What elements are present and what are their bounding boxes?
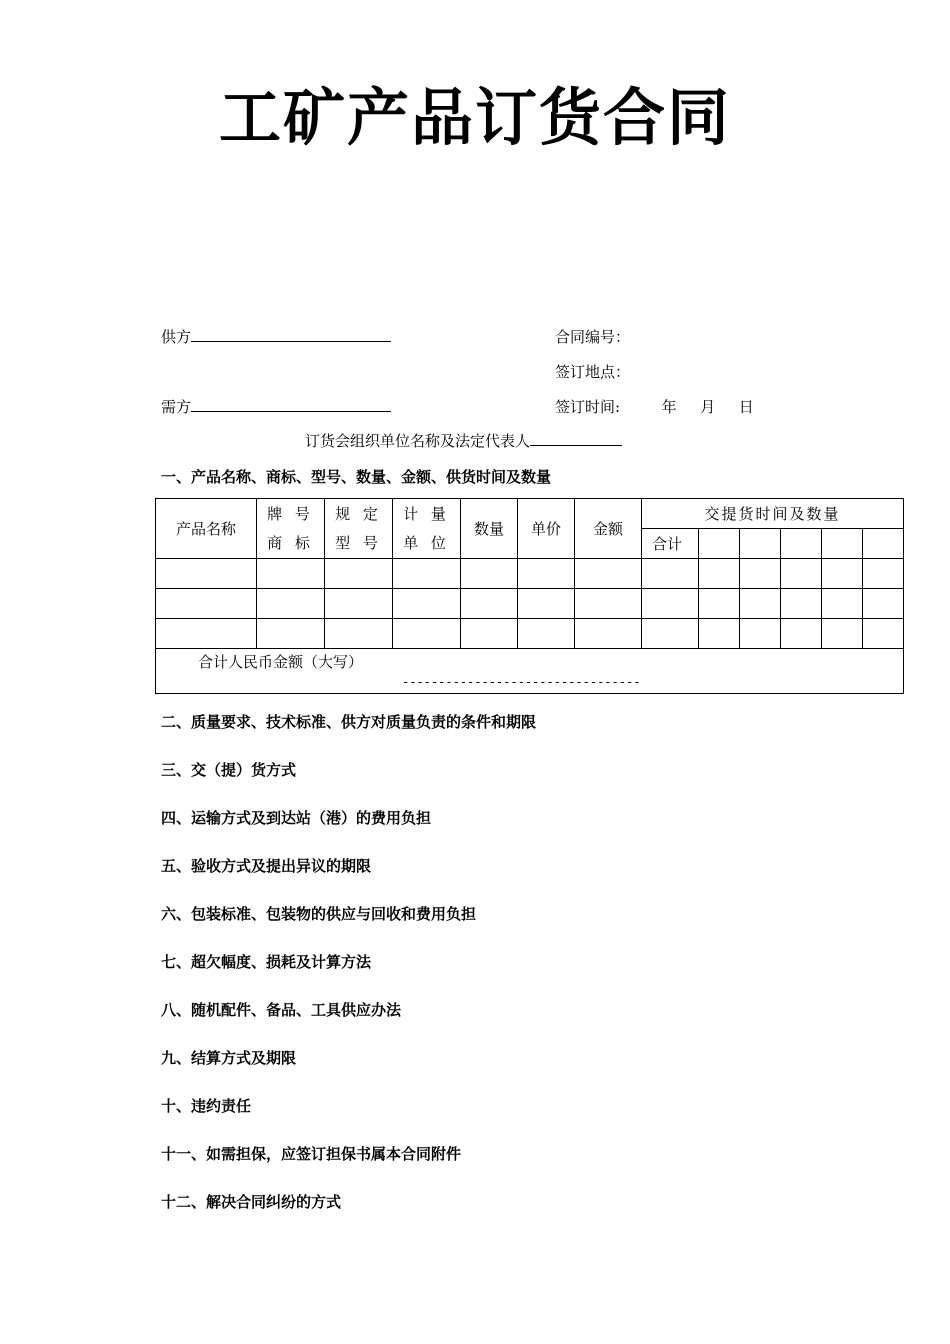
table-cell[interactable] [575,559,642,589]
table-cell[interactable] [461,619,518,649]
table-cell[interactable] [156,589,257,619]
table-cell[interactable] [781,619,822,649]
table-cell[interactable] [740,559,781,589]
section-8-heading: 八、随机配件、备品、工具供应办法 [161,1001,402,1019]
supplier-blank[interactable] [191,327,391,342]
table-cell[interactable] [863,619,904,649]
buyer-field [161,397,391,417]
table-cell[interactable] [699,559,740,589]
sign-time-field [555,397,754,417]
header-unit-price: 单价 [518,499,575,559]
section-1-heading: 一、产品名称、商标、型号、数量、金额、供货时间及数量 [161,468,552,486]
table-cell[interactable] [740,619,781,649]
table-cell[interactable] [740,589,781,619]
delivery-cell[interactable] [781,529,822,559]
total-rmb-row[interactable] [156,649,904,694]
representative-label: 订货会组织单位名称及法定代表人 [305,432,531,450]
section-3-heading: 三、交（提）货方式 [161,761,297,779]
delivery-cell[interactable] [863,529,904,559]
table-cell[interactable] [699,589,740,619]
representative-blank[interactable] [530,431,622,446]
table-cell[interactable] [461,589,518,619]
header-unit: 计 量 单 位 [393,499,461,559]
contract-no-label: 合同编号： [555,328,631,346]
section-7-heading: 七、超欠幅度、损耗及计算方法 [161,953,372,971]
section-2-heading: 二、质量要求、技术标准、供方对质量负责的条件和期限 [161,713,537,731]
header-product-name: 产品名称 [156,499,257,559]
table-cell[interactable] [642,619,699,649]
table-cell[interactable] [325,559,393,589]
table-cell[interactable] [781,589,822,619]
total-rmb-dash-line: --------------------------------- [402,675,641,689]
table-row [156,559,904,589]
total-rmb-label: 合计人民币金额（大写） [198,653,364,671]
buyer-label: 需方 [161,398,192,416]
table-cell[interactable] [257,559,325,589]
sign-time-label: 签订时间: [555,398,621,416]
date-month: 月 [700,398,716,416]
table-cell[interactable] [575,619,642,649]
header-amount: 金额 [575,499,642,559]
header-spec: 规 定 型 号 [325,499,393,559]
date-day: 日 [738,398,754,416]
section-11-heading: 十一、如需担保，应签订担保书属本合同附件 [161,1145,462,1163]
table-cell[interactable] [518,589,575,619]
table-cell[interactable] [863,589,904,619]
delivery-cell[interactable] [740,529,781,559]
table-cell[interactable] [575,589,642,619]
section-4-heading: 四、运输方式及到达站（港）的费用负担 [161,809,432,827]
representative-field [305,431,622,451]
table-cell[interactable] [699,619,740,649]
delivery-cell[interactable] [822,529,863,559]
table-cell[interactable] [863,559,904,589]
table-cell[interactable] [822,589,863,619]
document-title: 工矿产品订货合同 [218,81,731,154]
table-cell[interactable] [156,559,257,589]
table-cell[interactable] [642,559,699,589]
supplier-label: 供方 [161,328,192,346]
section-9-heading: 九、结算方式及期限 [161,1049,297,1067]
table-cell[interactable] [393,559,461,589]
table-cell[interactable] [518,619,575,649]
section-5-heading: 五、验收方式及提出异议的期限 [161,857,372,875]
sign-place-label: 签订地点： [555,363,631,381]
table-cell[interactable] [325,619,393,649]
table-cell[interactable] [393,619,461,649]
table-cell[interactable] [822,559,863,589]
table-cell[interactable] [325,589,393,619]
table-cell[interactable] [156,619,257,649]
table-row [156,589,904,619]
table-cell[interactable] [781,559,822,589]
table-cell[interactable] [257,619,325,649]
section-12-heading: 十二、解决合同纠纷的方式 [161,1193,342,1211]
buyer-blank[interactable] [191,397,391,412]
section-6-heading: 六、包装标准、包装物的供应与回收和费用负担 [161,905,477,923]
header-delivery: 交提货时间及数量 [642,499,904,529]
delivery-cell[interactable] [699,529,740,559]
table-cell[interactable] [518,559,575,589]
table-cell[interactable] [822,619,863,649]
product-table [155,498,904,694]
table-cell[interactable] [393,589,461,619]
header-total: 合计 [642,529,699,559]
header-brand: 牌 号 商 标 [257,499,325,559]
date-year: 年 [661,398,677,416]
section-10-heading: 十、违约责任 [161,1097,252,1115]
table-row [156,619,904,649]
table-cell[interactable] [642,589,699,619]
supplier-field [161,327,391,347]
table-cell[interactable] [257,589,325,619]
table-cell[interactable] [461,559,518,589]
header-quantity: 数量 [461,499,518,559]
